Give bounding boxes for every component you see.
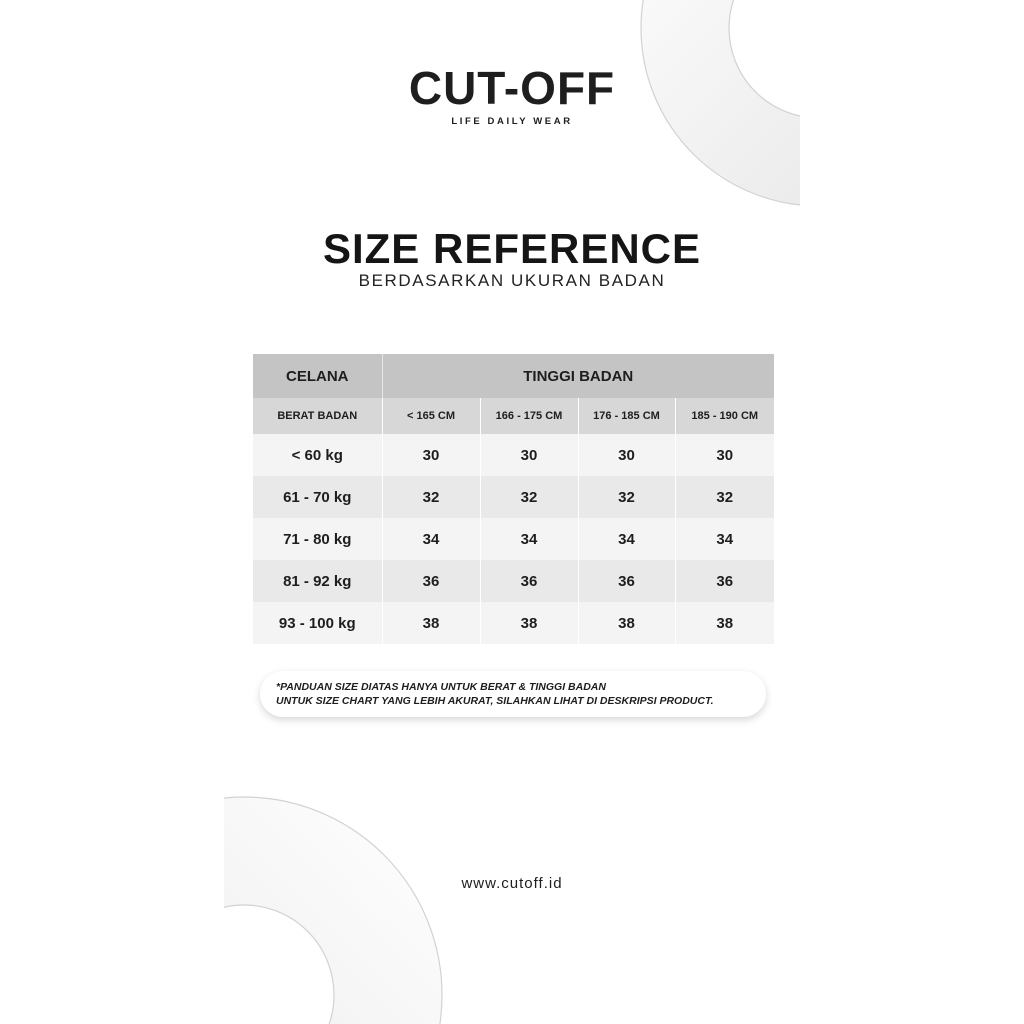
size-cell: 30 <box>480 434 578 476</box>
size-cell: 30 <box>382 434 480 476</box>
table-corner-header: CELANA <box>253 354 382 398</box>
website-link[interactable]: www.cutoff.id <box>461 875 563 892</box>
size-cell: 38 <box>480 602 578 644</box>
size-cell: 38 <box>675 602 774 644</box>
brand-logo <box>224 62 800 127</box>
note-line-2: UNTUK SIZE CHART YANG LEBIH AKURAT, SILAHKAN LIHAT DI DESKRIPSI PRODUCT. <box>276 695 714 707</box>
weight-cell: 81 - 92 kg <box>253 560 382 602</box>
weight-cell: < 60 kg <box>253 434 382 476</box>
size-cell: 36 <box>578 560 675 602</box>
weight-cell: 93 - 100 kg <box>253 602 382 644</box>
size-reference-card <box>224 0 800 1024</box>
table-row <box>253 518 774 560</box>
size-cell: 34 <box>382 518 480 560</box>
weight-cell: 71 - 80 kg <box>253 518 382 560</box>
size-cell: 34 <box>480 518 578 560</box>
size-cell: 38 <box>382 602 480 644</box>
size-cell: 38 <box>578 602 675 644</box>
height-column-header: < 165 CM <box>382 398 480 434</box>
size-cell: 36 <box>480 560 578 602</box>
height-column-header: 185 - 190 CM <box>675 398 774 434</box>
height-column-header: 176 - 185 CM <box>578 398 675 434</box>
size-cell: 32 <box>480 476 578 518</box>
table-row <box>253 602 774 644</box>
size-cell: 36 <box>382 560 480 602</box>
note-line-1: *PANDUAN SIZE DIATAS HANYA UNTUK BERAT & TINGGI BADAN <box>276 681 606 693</box>
bottom-left-ring <box>224 797 442 1024</box>
size-table <box>253 354 774 644</box>
table-row <box>253 476 774 518</box>
brand-tagline: LIFE DAILY WEAR <box>451 116 573 127</box>
size-cell: 32 <box>675 476 774 518</box>
size-cell: 30 <box>675 434 774 476</box>
height-group-header: TINGGI BADAN <box>382 354 774 398</box>
size-cell: 34 <box>675 518 774 560</box>
height-column-header: 166 - 175 CM <box>480 398 578 434</box>
size-cell: 36 <box>675 560 774 602</box>
size-cell: 32 <box>578 476 675 518</box>
table-row <box>253 560 774 602</box>
size-cell: 32 <box>382 476 480 518</box>
size-cell: 34 <box>578 518 675 560</box>
weight-column-header: BERAT BADAN <box>253 398 382 434</box>
size-guide-note <box>260 671 766 717</box>
page-subtitle: BERDASARKAN UKURAN BADAN <box>358 271 666 290</box>
page-title: SIZE REFERENCE <box>322 225 702 272</box>
brand-name: CUT-OFF <box>408 62 616 114</box>
weight-cell: 61 - 70 kg <box>253 476 382 518</box>
size-cell: 30 <box>578 434 675 476</box>
table-row <box>253 434 774 476</box>
